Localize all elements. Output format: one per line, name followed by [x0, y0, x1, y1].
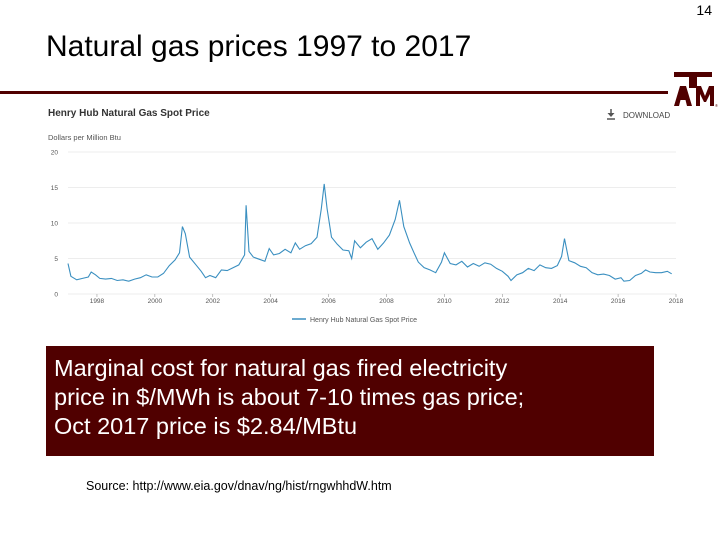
- x-tick-label: 2008: [379, 298, 394, 305]
- x-tick-label: 2012: [495, 298, 510, 305]
- x-tick-label: 2016: [610, 298, 626, 305]
- svg-text:®: ®: [715, 103, 718, 108]
- download-label: DOWNLOAD: [623, 111, 671, 120]
- x-tick-label: 2002: [205, 298, 220, 305]
- x-tick-label: 2004: [263, 298, 278, 305]
- legend: [292, 317, 417, 324]
- legend-label: Henry Hub Natural Gas Spot Price: [310, 317, 417, 324]
- y-axis-label: Dollars per Million Btu: [48, 133, 121, 142]
- x-tick-label: 2006: [321, 298, 336, 305]
- y-tick-label: 15: [50, 185, 58, 192]
- title-rule: [0, 91, 668, 94]
- series-line: [68, 184, 672, 281]
- callout-line: price in $/MWh is about 7-10 times gas price;: [54, 384, 525, 410]
- download-button[interactable]: [607, 109, 670, 120]
- y-tick-label: 5: [54, 256, 58, 263]
- download-icon: [607, 109, 615, 119]
- y-tick-label: 10: [50, 220, 58, 228]
- y-tick-label: 0: [54, 291, 58, 299]
- slide-number: 14: [696, 2, 712, 18]
- x-tick-label: 2014: [552, 298, 568, 305]
- source-citation: Source: http://www.eia.gov/dnav/ng/hist/rngwhhdW.htm: [86, 479, 392, 493]
- x-tick-label: 2010: [437, 298, 452, 305]
- callout-line: Oct 2017 price is $2.84/MBtu: [54, 413, 358, 439]
- x-tick-label: 2018: [668, 298, 684, 305]
- x-tick-label: 1998: [89, 298, 105, 305]
- x-tick-label: 2000: [147, 298, 163, 305]
- henry-hub-chart: [40, 96, 684, 328]
- y-tick-label: 20: [50, 149, 58, 157]
- callout-box: [46, 346, 654, 456]
- slide-title: Natural gas prices 1997 to 2017: [46, 30, 472, 63]
- callout-line: Marginal cost for natural gas fired electricity: [54, 355, 508, 381]
- chart-title: Henry Hub Natural Gas Spot Price: [48, 108, 210, 119]
